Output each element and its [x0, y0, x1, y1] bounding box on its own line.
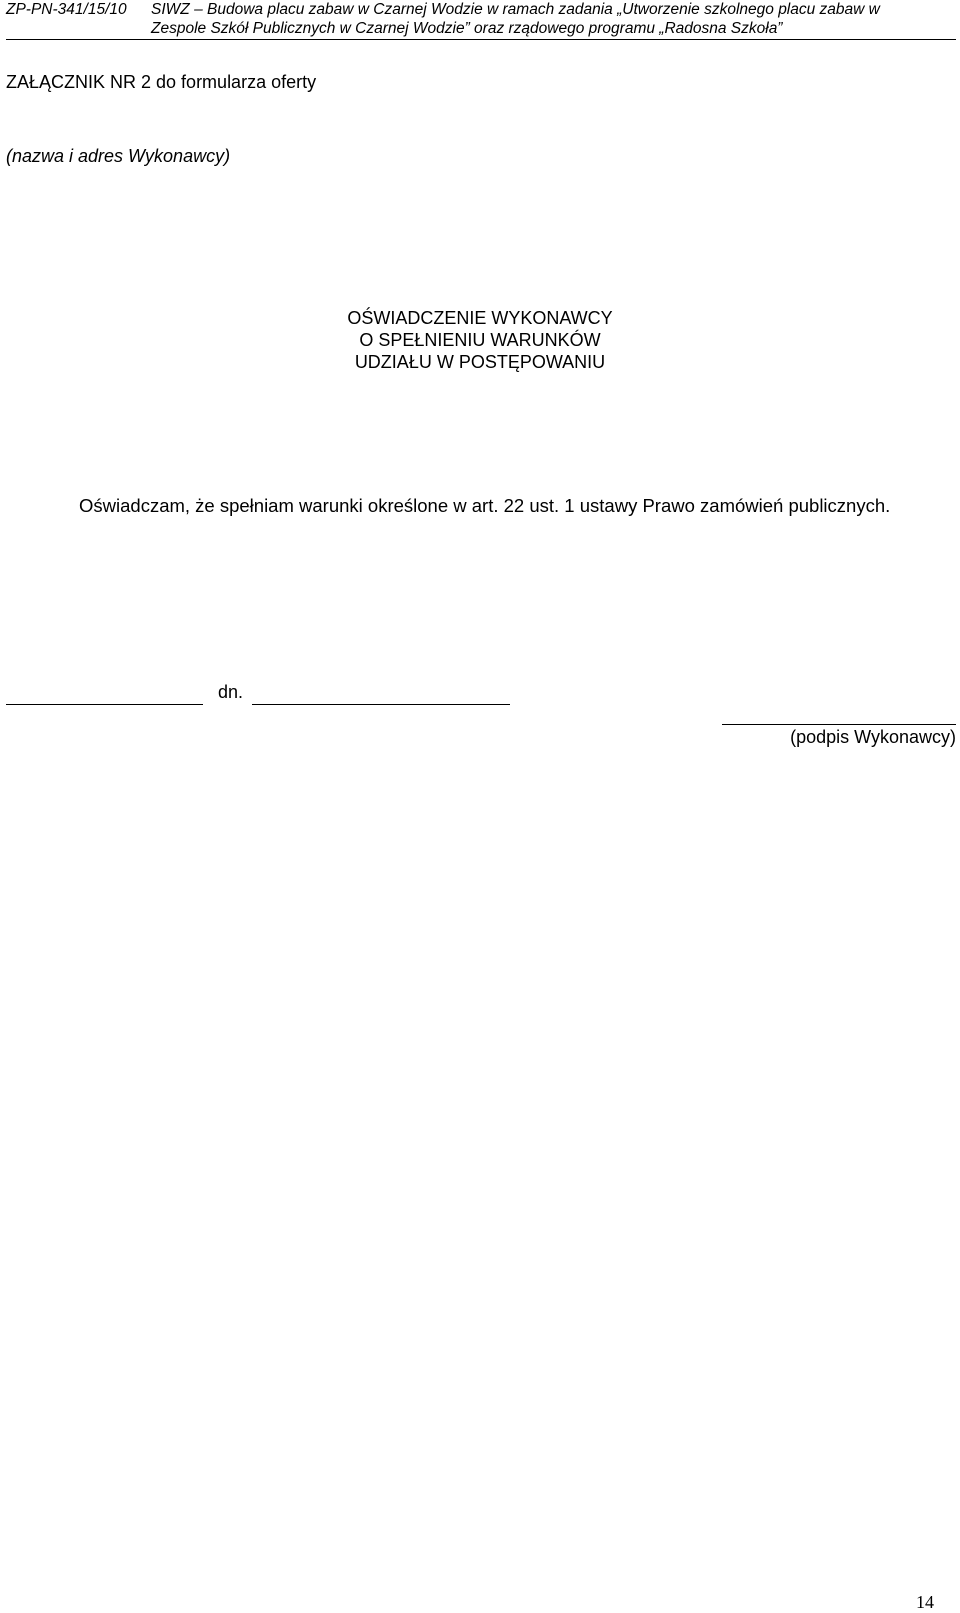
title-line-3: UDZIAŁU W POSTĘPOWANIU [354, 352, 606, 372]
header-line-1 [6, 0, 880, 19]
signature-label: (podpis Wykonawcy) [790, 727, 956, 747]
header-title-part-2: Zespole Szkół Publicznych w Czarnej Wodzie” oraz rządowego programu „Radosna Szkoła” [151, 20, 783, 37]
siwz-label: SIWZ [151, 1, 190, 18]
statement-text: Oświadczam, że spełniam warunki określone w art. 22 ust. 1 ustawy Prawo zamówień publicznych. [79, 495, 891, 516]
statement-title [0, 307, 960, 373]
contractor-name-address-label: (nazwa i adres Wykonawcy) [6, 146, 231, 166]
attachment-label: ZAŁĄCZNIK NR 2 do formularza oferty [6, 72, 317, 92]
title-line-1: OŚWIADCZENIE WYKONAWCY [347, 308, 613, 328]
page-header [6, 0, 956, 40]
document-code: ZP-PN-341/15/10 [6, 1, 127, 18]
signature-blank-line [722, 724, 956, 725]
date-blank-line [252, 704, 510, 705]
date-prefix: dn. [218, 682, 244, 702]
place-blank-line [6, 704, 203, 705]
header-dash: – [194, 1, 203, 18]
title-line-2: O SPEŁNIENIU WARUNKÓW [359, 330, 601, 350]
page-number: 14 [916, 1592, 934, 1612]
header-title-part-1: Budowa placu zabaw w Czarnej Wodzie w ramach zadania „Utworzenie szkolnego placu zabaw w [207, 1, 880, 18]
